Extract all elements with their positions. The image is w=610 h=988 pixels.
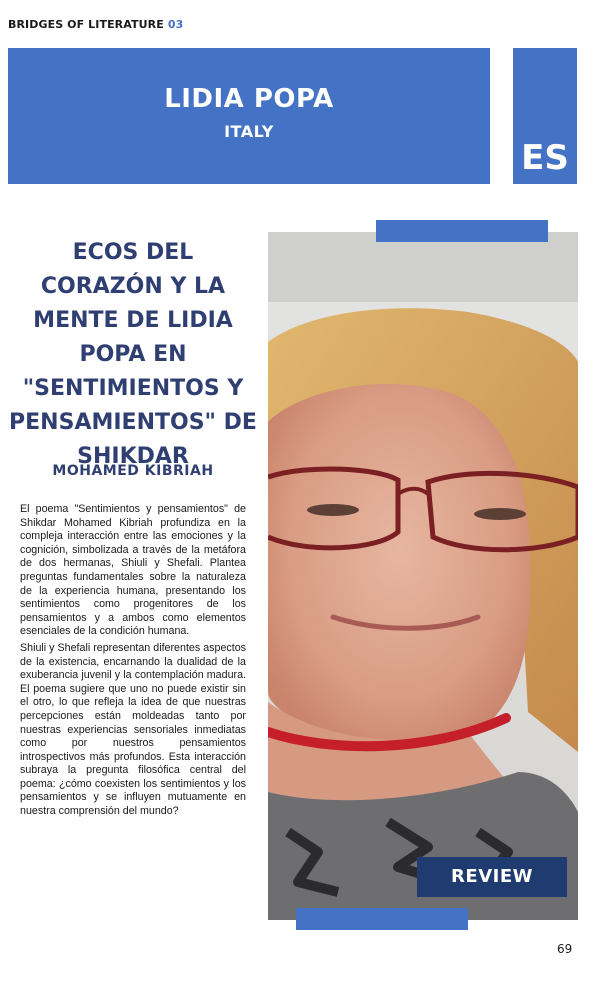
article-title: ECOS DEL CORAZÓN Y LA MENTE DE LIDIA POPA EN "SENTIMIENTOS Y PENSAMIENTOS" DE SHIKDAR xyxy=(9,240,257,469)
banner-name: LIDIA POPA xyxy=(164,84,334,114)
author-banner xyxy=(8,48,490,184)
accent-bar-bottom xyxy=(296,908,468,930)
language-badge xyxy=(513,48,577,184)
portrait-illustration xyxy=(268,232,578,920)
magazine-header xyxy=(8,18,183,31)
banner-country: ITALY xyxy=(224,122,274,141)
language-code: ES xyxy=(521,138,569,178)
portrait-photo xyxy=(268,232,578,920)
issue-number: 03 xyxy=(167,18,184,31)
magazine-name: BRIDGES OF LITERATURE xyxy=(8,18,164,31)
review-badge: REVIEW xyxy=(417,857,567,897)
accent-bar-top xyxy=(376,220,548,242)
paragraph: Shiuli y Shefali representan diferentes aspectos de la existencia, encarnando la dualidad de la exuberancia juvenil y la contemplación madura. El poema sugiere que uno no puede existir sin el otro, lo que refleja la idea de que nuestras percepciones están moldeadas tanto por nuestras experiencias sensoriales inmediatas como por nuestros pensamientos introspectivos más profundos. Esta interacción subraya la pregunta filosófica central del poema: ¿cómo coexisten los sentimientos y los pensamientos y se influyen mutuamente en nuestra comprensión del mundo? xyxy=(20,641,246,818)
paragraph: El poema "Sentimientos y pensamientos" de Shikdar Mohamed Kibriah profundiza en la compleja interacción entre las emociones y la cognición, simbolizada a través de la metáfora de dos hermanas, Shiuli y Shefali. Plantea preguntas fundamentales sobre la naturaleza de la experiencia humana, presentando los sentimientos como progenitores de los pensamientos y a ambos como elementos esenciales de la condición humana. xyxy=(20,503,246,638)
page-number: 69 xyxy=(557,942,573,956)
article-body xyxy=(20,503,246,822)
article-author: MOHAMED KIBRIAH xyxy=(52,463,214,479)
